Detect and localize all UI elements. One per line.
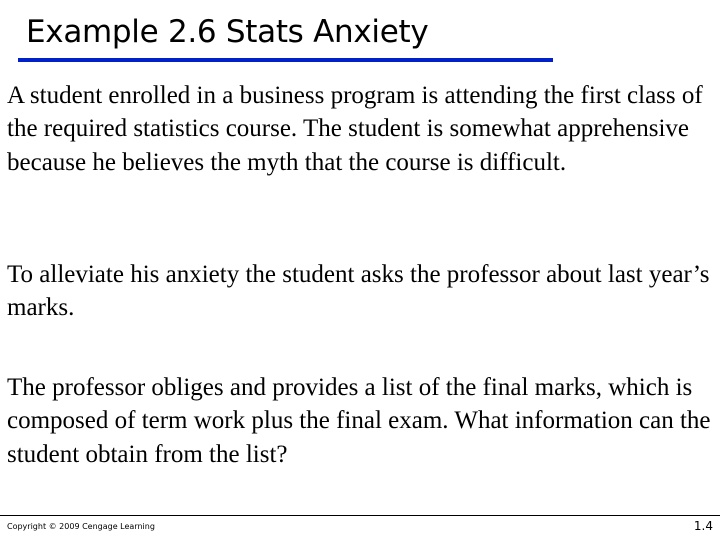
page-number: 1.4 xyxy=(693,519,713,533)
paragraph-intro: A student enrolled in a business program is attending the first class of the required statistics course. The student is somewhat apprehensive because he believes the myth that the course is difficult. xyxy=(7,82,703,176)
slide-title: Example 2.6 Stats Anxiety xyxy=(26,14,429,50)
footer-divider xyxy=(0,515,720,516)
paragraph-question: To alleviate his anxiety the student asks the professor about last year’s marks. xyxy=(7,261,710,322)
title-underline xyxy=(18,58,553,62)
copyright-notice: Copyright © 2009 Cengage Learning xyxy=(7,522,155,531)
paragraph-response: The professor obliges and provides a list of the final marks, which is composed of term work plus the final exam. What information can the student obtain from the list? xyxy=(7,374,711,468)
